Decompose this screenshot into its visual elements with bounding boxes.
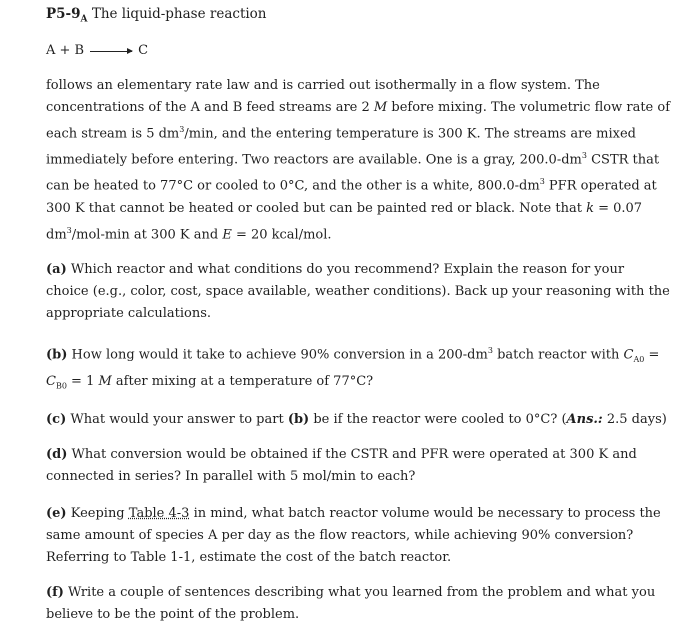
problem-title [46, 6, 670, 25]
problem-statement: follows an elementary rate law and is carried out isothermally in a flow system. The concentrations of the A and B feed streams are 2 M before mixing. The volumetric flow rate of each stream is 5 $dm^3/\min$, and the entering temperature is 300 K. The streams are mixed immediately before entering. Two reactors are available. One is a gray, $200.0-dm^3$ CSTR that can be heated to 77°C or cooled to 0°C, and the other is a white, $800.0-dm^3$ PFR operated at 300 K that cannot be heated or cooled but can be painted red or black. Note that k = 0.07 $dm^3/mol-\min$ at 300 K and E = 20 kcal/mol. [46, 77, 671, 242]
product: C [138, 42, 149, 58]
table-4-3-link[interactable]: Table 4-3 [128, 505, 190, 521]
question-b: (b) How long would it take to achieve 90% conversion in a $200-dm^3$ batch reactor with $C_{A0} = C_{B0} = 1$ M after mixing at a temperature of 77°C? [46, 346, 660, 391]
problem-title-text: The liquid-phase reaction [87, 6, 267, 22]
question-d: (d) What conversion would be obtained if the CSTR and PFR were operated at 300 K and connected in series? In parallel with 5 mol/min to each? [46, 446, 637, 484]
reaction-equation [46, 43, 670, 58]
question-a: (a) Which reactor and what conditions do you recommend? Explain the reason for your choice (e.g., color, cost, space available, weather conditions). Back up your reasoning with the appropriate calculations. [46, 262, 670, 321]
problem-number: $P5-9_A$ [46, 6, 88, 25]
reaction-arrow-icon [90, 51, 132, 52]
question-c: (c) What would your answer to part (b) be if the reactor were cooled to 0°C? (Ans.: 2.5 days) [46, 411, 667, 427]
question-f: (f) Write a couple of sentences describing what you learned from the problem and what you believe to be the point of the problem. [46, 584, 656, 622]
reactants: A + B [46, 42, 85, 58]
question-e: (e) Keeping Table 4-3 in mind, what batch reactor volume would be necessary to process the same amount of species A per day as the flow reactors, while achieving 90% conversion? Referring to Table 1-1, estimate the cost of the batch reactor. [46, 505, 661, 565]
